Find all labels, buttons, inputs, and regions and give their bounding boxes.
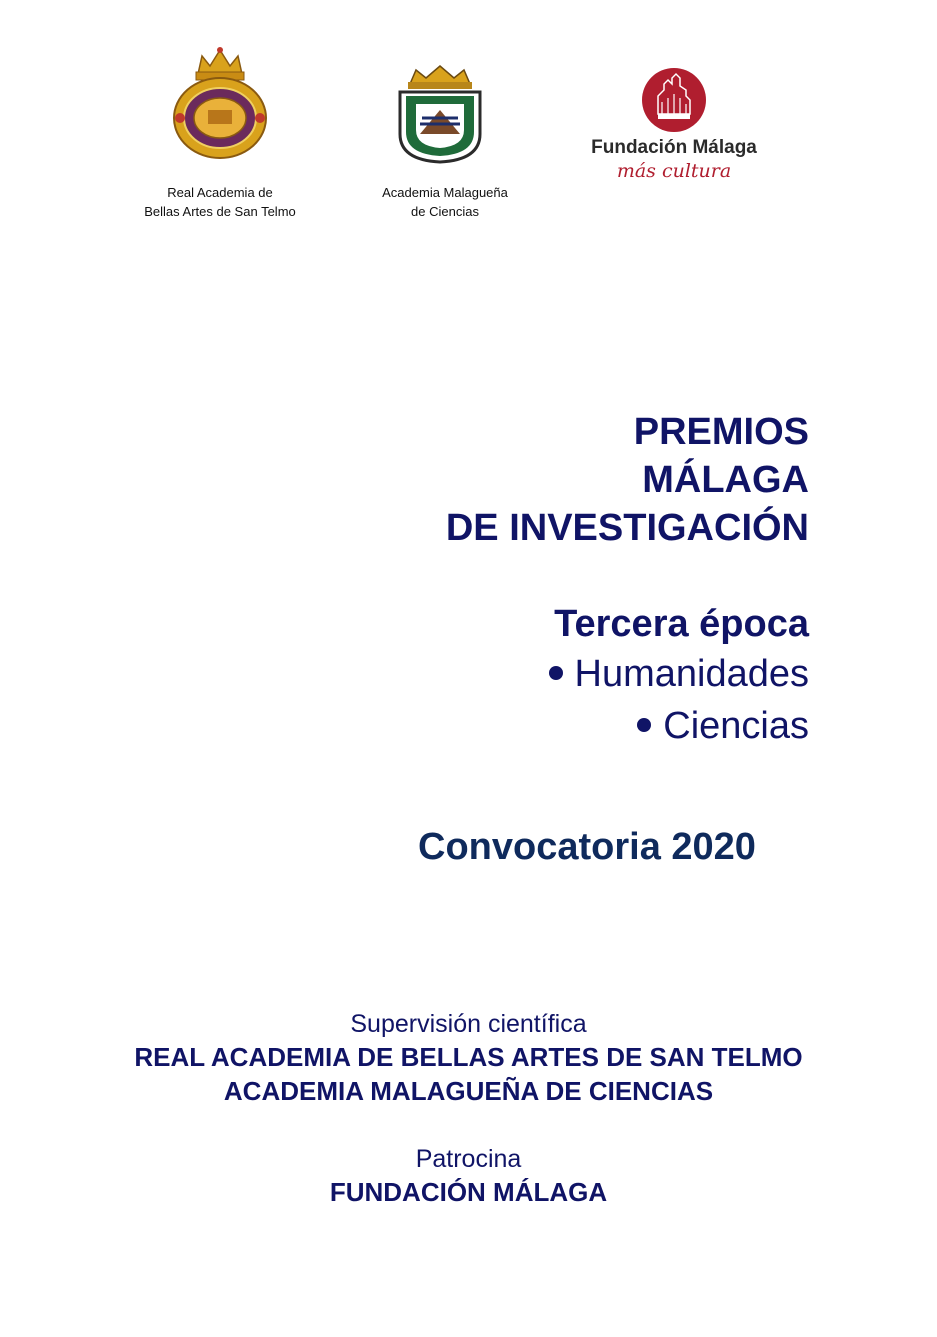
logo-academia-ciencias — [390, 64, 490, 164]
caption-line: Real Academia de — [167, 185, 273, 200]
supervision-label: Supervisión científica — [350, 1010, 587, 1038]
academia-ciencias-crest-icon — [390, 64, 490, 164]
caption-line: de Ciencias — [411, 204, 479, 219]
san-telmo-crest-icon — [150, 44, 290, 159]
supervision-org-san-telmo: REAL ACADEMIA DE BELLAS ARTES DE SAN TELMO — [134, 1042, 803, 1072]
logo-san-telmo — [150, 44, 290, 159]
logo-caption-san-telmo — [120, 183, 320, 221]
logo-fundacion-malaga — [640, 66, 708, 134]
bullet-icon — [637, 718, 651, 732]
title-line-premios: PREMIOS — [633, 411, 809, 453]
category-label: Humanidades — [574, 653, 809, 695]
title-line-investigacion: DE INVESTIGACIÓN — [445, 507, 809, 549]
fundacion-malaga-tagline: más cultura — [616, 160, 732, 182]
convocatoria-heading: Convocatoria 2020 — [418, 826, 756, 868]
patrocina-org: FUNDACIÓN MÁLAGA — [329, 1177, 608, 1207]
epoca-heading: Tercera época — [554, 603, 809, 645]
title-block — [446, 408, 809, 752]
category-label: Ciencias — [663, 705, 809, 747]
patrocina-label: Patrocina — [415, 1145, 522, 1173]
caption-line: Academia Malagueña — [382, 185, 508, 200]
supervision-org-academia-ciencias: ACADEMIA MALAGUEÑA DE CIENCIAS — [223, 1076, 714, 1106]
bullet-icon — [549, 666, 563, 680]
category-item — [446, 700, 809, 752]
fundacion-malaga-emblem-icon — [640, 66, 708, 134]
category-item — [446, 648, 809, 700]
title-line-malaga: MÁLAGA — [642, 459, 809, 501]
fundacion-malaga-wordmark: Fundación Málaga — [591, 137, 757, 158]
caption-line: Bellas Artes de San Telmo — [144, 204, 296, 219]
logo-caption-academia-ciencias — [345, 183, 545, 221]
